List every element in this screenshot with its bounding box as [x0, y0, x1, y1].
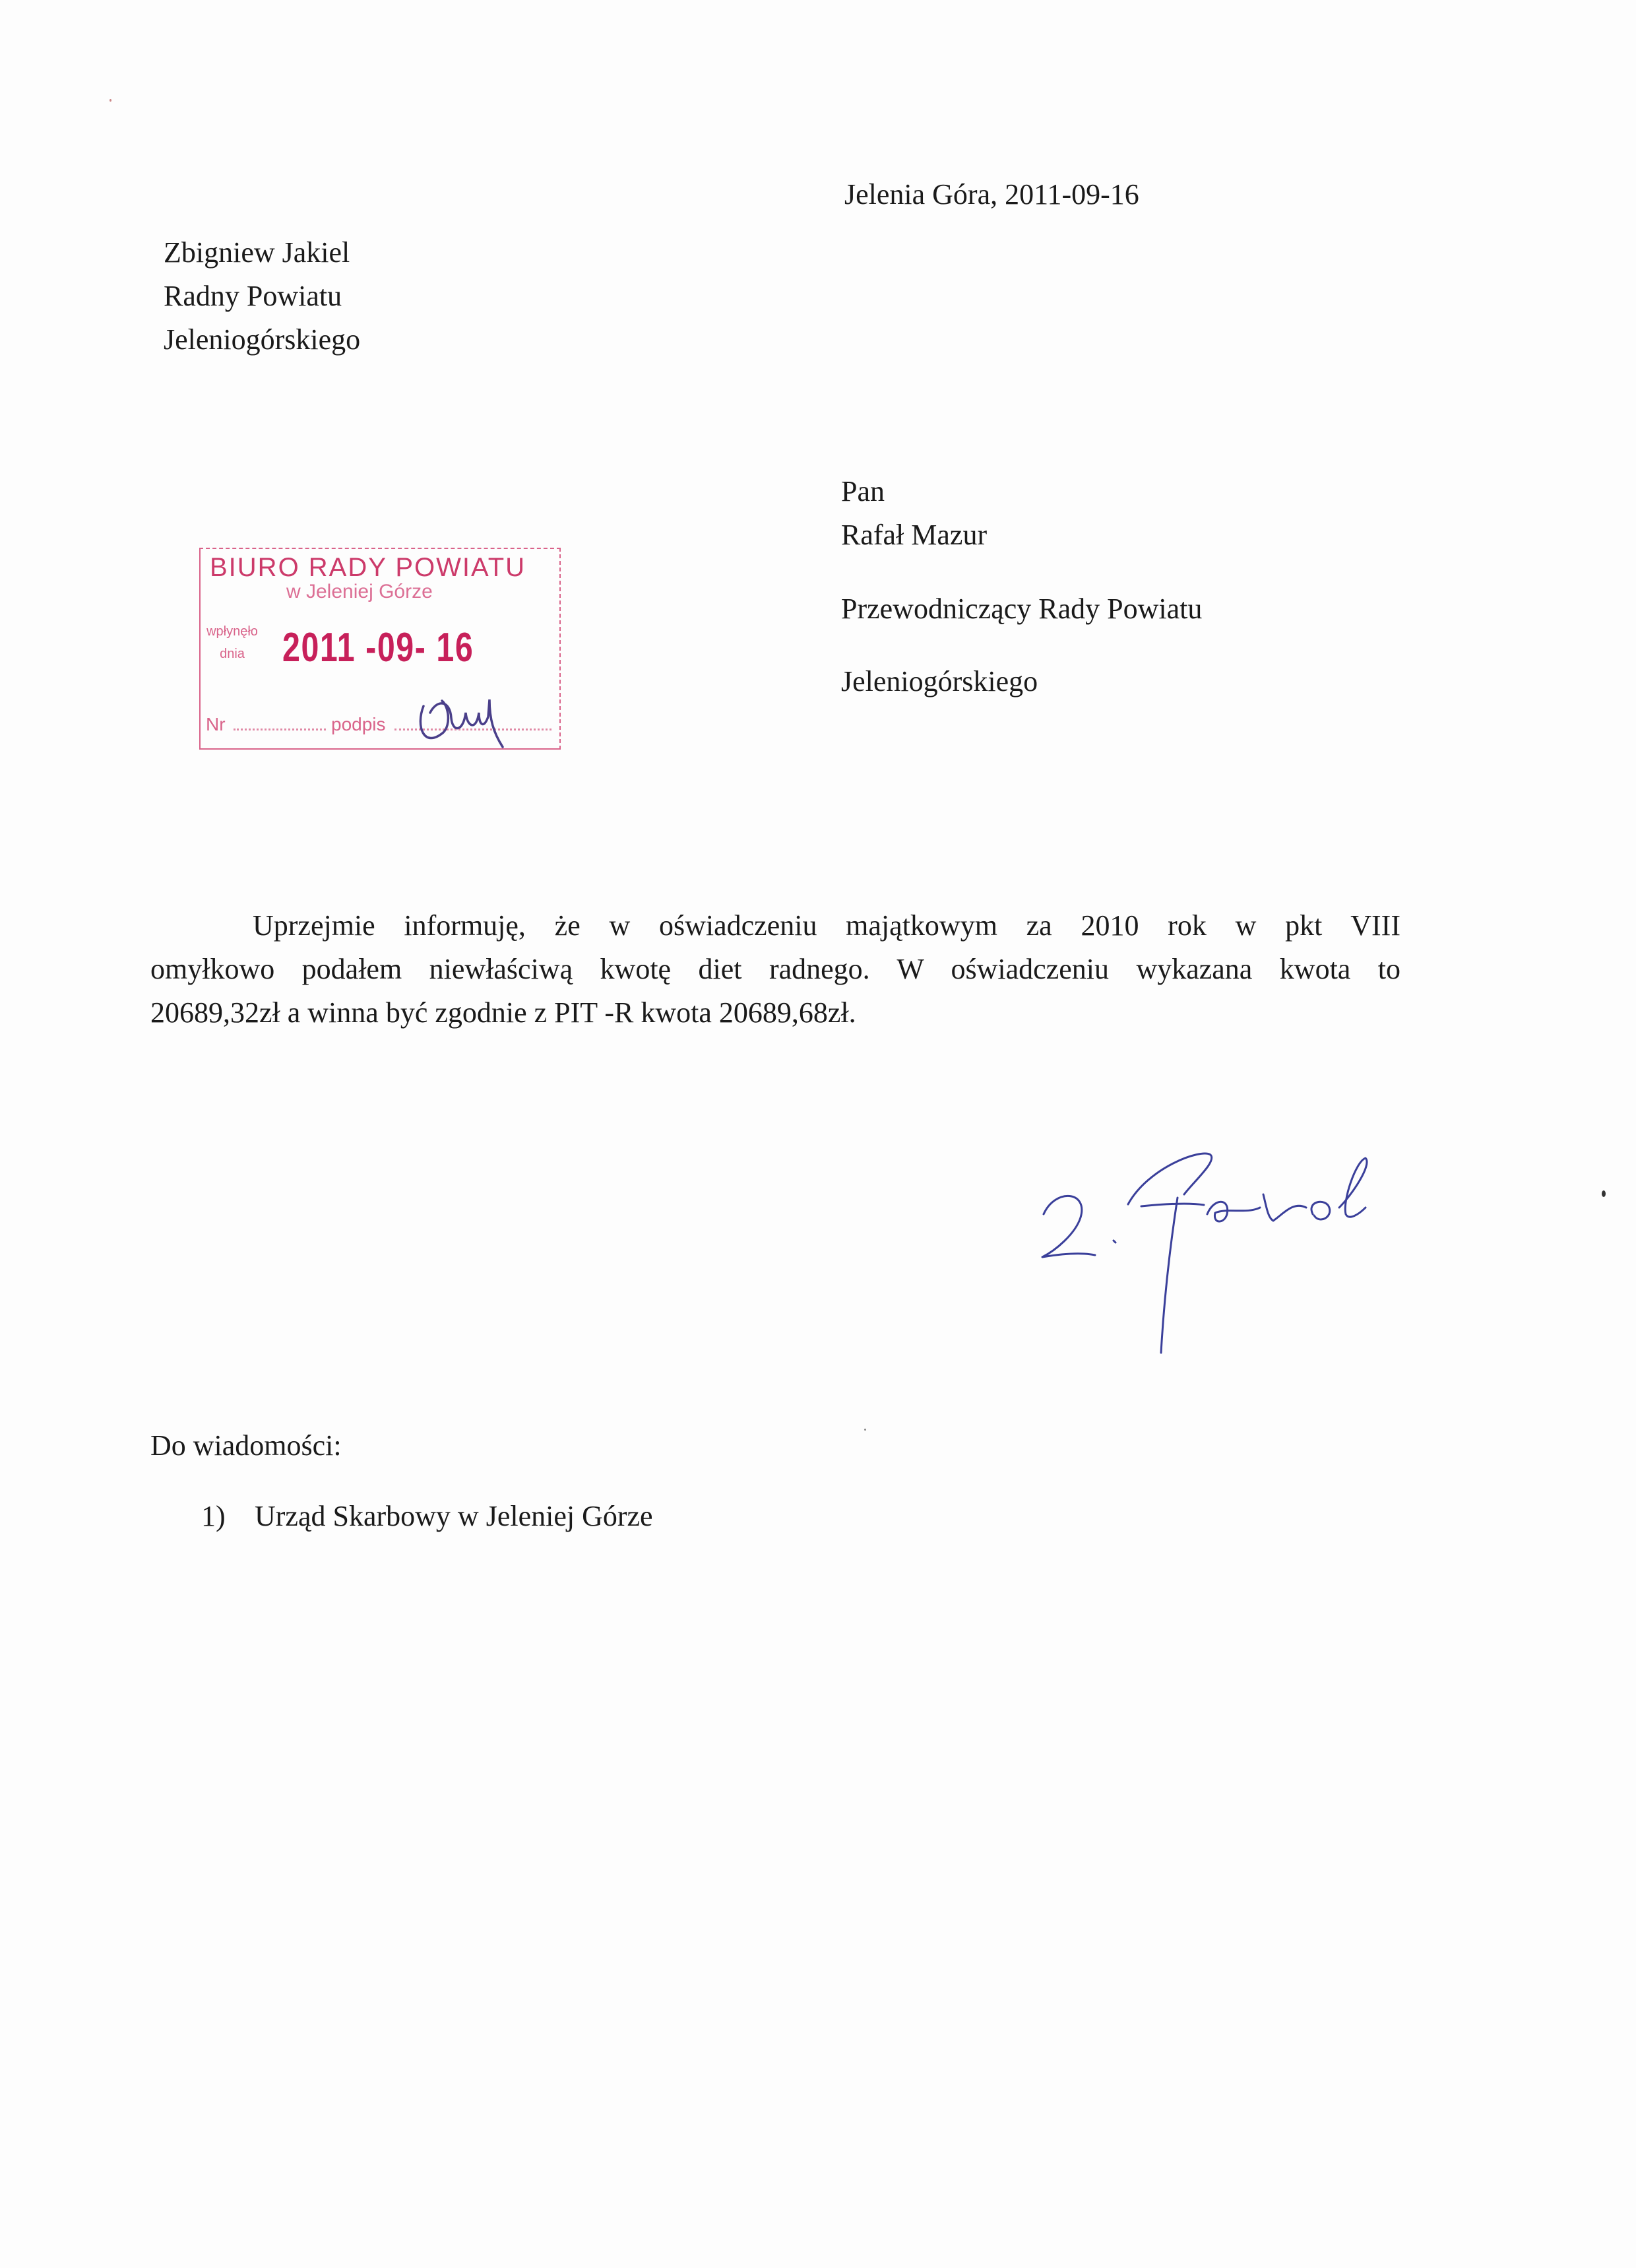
stamp-received-label-1: wpłynęło [206, 624, 258, 639]
stamp-received-label-2: dnia [220, 647, 245, 661]
body-line-2: omyłkowo podałem niewłaściwą kwotę diet radnego. W oświadczeniu wykazana kwota to [150, 953, 1400, 985]
sender-role: Radny Powiatu [164, 280, 342, 312]
stamp-date: 2011 -09- 16 [282, 625, 474, 670]
receipt-stamp [199, 548, 561, 750]
scan-speck [864, 1429, 866, 1431]
letter-body [150, 904, 1400, 1035]
sender-block [164, 231, 360, 362]
cc-label: Do wiadomości: [150, 1429, 342, 1462]
sender-name: Zbigniew Jakiel [164, 236, 350, 269]
stamp-subtitle: w Jeleniej Górze [286, 581, 433, 602]
stamp-signature-icon [410, 686, 516, 752]
recipient-name: Rafał Mazur [841, 519, 988, 551]
recipient-title: Przewodniczący Rady Powiatu [841, 593, 1203, 625]
cc-item-text: Urząd Skarbowy w Jeleniej Górze [255, 1500, 653, 1532]
sender-region: Jeleniogórskiego [164, 323, 361, 356]
stamp-nr-label: Nr [206, 714, 226, 734]
recipient-region: Jeleniogórskiego [841, 665, 1038, 697]
handwritten-signature-icon [1029, 1142, 1379, 1359]
scan-speck [1602, 1190, 1606, 1197]
stamp-nr-dots [234, 729, 326, 730]
recipient-greeting: Pan [841, 475, 885, 507]
stamp-title: BIURO RADY POWIATU [210, 553, 526, 582]
stamp-received-label [206, 620, 259, 665]
body-line-3: 20689,32zł a winna być zgodnie z PIT -R kwota 20689,68zł. [150, 996, 856, 1029]
cc-list-item [201, 1495, 653, 1538]
body-line-1: Uprzejmie informuję, że w oświadczeniu majątkowym za 2010 rok w pkt VIII [253, 909, 1400, 942]
scan-speck [110, 99, 111, 102]
cc-item-number: 1) [201, 1500, 226, 1532]
place-and-date: Jelenia Góra, 2011-09-16 [844, 178, 1139, 211]
stamp-signature-label: podpis [331, 714, 386, 734]
